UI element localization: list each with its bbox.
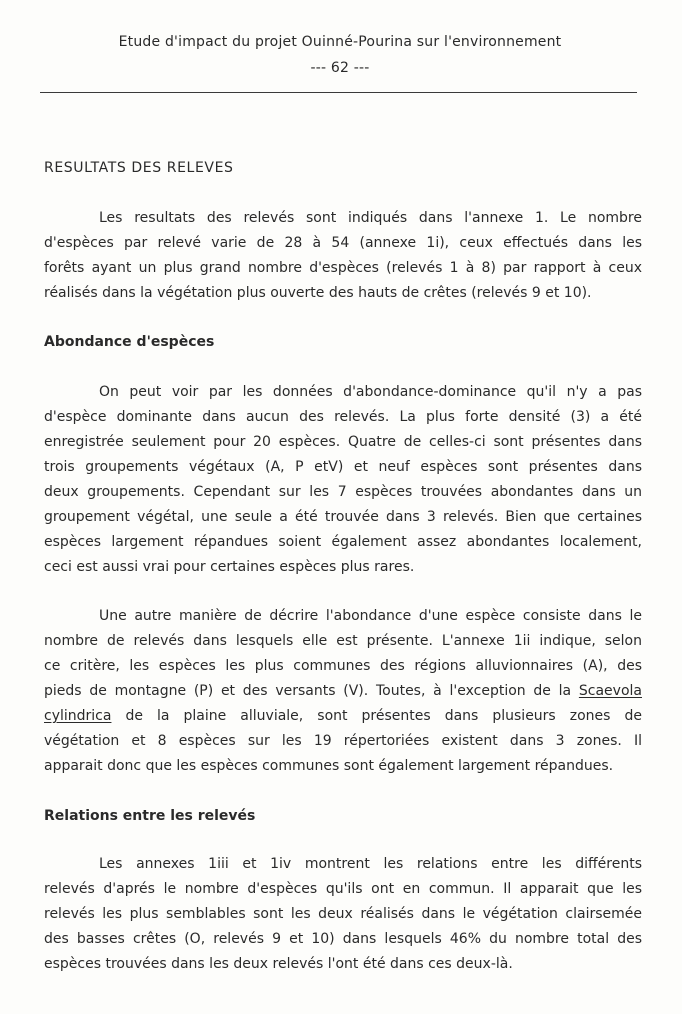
species-name: cylindrica (44, 708, 112, 724)
text-line: enregistrée seulement pour 20 espèces. Quatre de celles-ci sont présentes dans (44, 434, 642, 450)
section-title: RESULTATS DES RELEVES (44, 160, 234, 176)
text-line (44, 679, 642, 704)
species-name: Scaevola (578, 683, 642, 699)
subheading-relations: Relations entre les relevés (44, 808, 256, 824)
text-line: nombre de relevés dans lesquels elle est présente. L'annexe 1ii indique, selon (44, 633, 642, 649)
header-rule (40, 92, 637, 93)
text-line: réalisés dans la végétation plus ouverte des hauts de crêtes (relevés 9 et 10). (44, 285, 592, 301)
running-header-title: Etude d'impact du projet Ouinné-Pourina sur l'environnement (118, 34, 562, 50)
text-line: Les resultats des relevés sont indiqués dans l'annexe 1. Le nombre (99, 210, 642, 226)
text-line: ce critère, les espèces les plus communes des régions alluvionnaires (A), des (44, 658, 642, 674)
text-line: groupement végétal, une seule a été trouvée dans 3 relevés. Bien que certaines (44, 509, 642, 525)
subheading-abondance: Abondance d'espèces (44, 334, 215, 350)
text-line: d'espèces par relevé varie de 28 à 54 (annexe 1i), ceux effectués dans les (44, 235, 642, 251)
text-line: Les annexes 1iii et 1iv montrent les relations entre les différents (99, 856, 642, 872)
page-number: --- 62 --- (310, 60, 370, 76)
text-fragment: de la plaine alluviale, sont présentes dans plusieurs zones de (111, 708, 642, 724)
text-line: végétation et 8 espèces sur les 19 répertoriées existent dans 3 zones. Il (44, 733, 642, 749)
text-line: relevés les plus semblables sont les deux réalisés dans le végétation clairsemée (44, 906, 642, 922)
paragraph-abondance (44, 380, 642, 580)
text-line: des basses crêtes (O, relevés 9 et 10) dans lesquels 46% du nombre total des (44, 931, 642, 947)
text-line: ceci est aussi vrai pour certaines espèces plus rares. (44, 559, 415, 575)
text-line: espèces trouvées dans les deux relevés l'ont été dans ces deux-là. (44, 956, 513, 972)
text-line: apparait donc que les espèces communes sont également largement répandues. (44, 758, 614, 774)
text-line (44, 704, 642, 729)
text-line: On peut voir par les données d'abondance-dominance qu'il n'y a pas (99, 384, 642, 400)
text-fragment: pieds de montagne (P) et des versants (V). Toutes, à l'exception de la (44, 683, 579, 699)
paragraph-results (44, 206, 642, 306)
text-line: trois groupements végétaux (A, P etV) et neuf espèces sont présentes dans (44, 459, 642, 475)
paragraph-manieres (44, 604, 642, 779)
text-line: espèces largement répandues soient également assez abondantes localement, (44, 534, 642, 550)
text-line: d'espèce dominante dans aucun des relevés. La plus forte densité (3) a été (44, 409, 642, 425)
text-line: Une autre manière de décrire l'abondance d'une espèce consiste dans le (99, 608, 642, 624)
paragraph-relations (44, 852, 642, 977)
text-line: relevés d'aprés le nombre d'espèces qu'ils ont en commun. Il apparait que les (44, 881, 642, 897)
text-line: deux groupements. Cependant sur les 7 espèces trouvées abondantes dans un (44, 484, 642, 500)
text-line: forêts ayant un plus grand nombre d'espèces (relevés 1 à 8) par rapport à ceux (44, 260, 642, 276)
